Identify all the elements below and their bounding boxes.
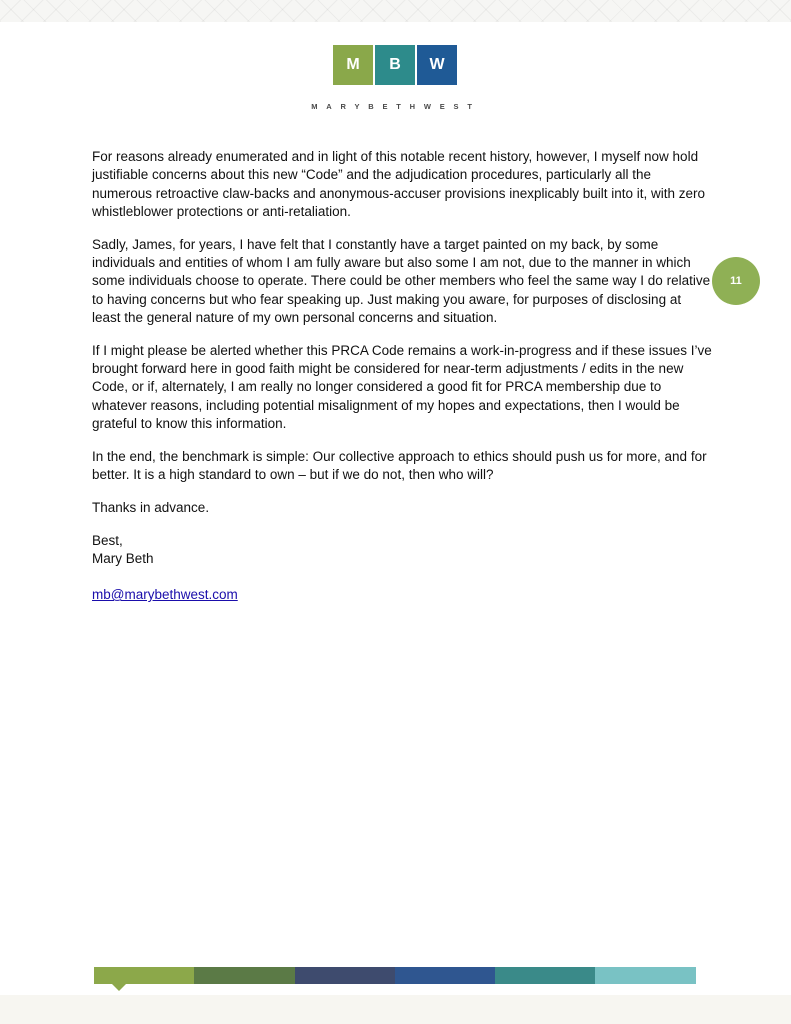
letter-body (92, 148, 712, 619)
footer-pointer (112, 984, 126, 991)
paragraph-request: If I might please be alerted whether this PRCA Code remains a work-in-progress and if these issues I’ve brought forward here in good faith might be considered for near-term adjustments / edits in the new Code, or if, alternately, I am really no longer considered a good fit for PRCA membership due to whatever reasons, including potential misalignment of my hopes and expectations, then I would be grateful to know this information. (92, 342, 712, 431)
footer-segment-2 (194, 967, 294, 984)
brand-wordmark: MARYBETHWEST (311, 102, 481, 111)
email-link[interactable]: mb@marybethwest.com (92, 587, 238, 603)
decorative-pattern-band (0, 0, 791, 22)
footer-segment-1 (94, 967, 194, 984)
thanks-line: Thanks in advance. (92, 499, 210, 515)
footer-segment-3 (295, 967, 395, 984)
paragraph-concerns: For reasons already enumerated and in light of this notable recent history, however, I myself now hold justifiable concerns about this new “Code” and the adjudication procedures, particularly all the numerous retroactive claw-backs and anonymous-accuser provisions inexplicably built into it, with zero whistleblower protections or anti-retaliation. (92, 149, 706, 219)
paragraph-benchmark: In the end, the benchmark is simple: Our collective approach to ethics should push us for more, and for better. It is a high standard to own – but if we do not, then who will? (92, 448, 707, 482)
logo-tile-w: W (417, 45, 457, 85)
logo-tile-b: B (375, 45, 415, 85)
paragraph-target: Sadly, James, for years, I have felt that I constantly have a target painted on my back, by some individuals and entities of whom I am fully aware but also some I am not, due to the manner in which some individuals choose to operate. There could be other members who feel the same way I do relative to having concerns but who fear speaking up. Just making you aware, for purposes of disclosing at least the general nature of my own personal concerns and situation. (92, 236, 711, 325)
page-number-badge: 11 (712, 257, 760, 305)
mbw-logo (333, 45, 459, 85)
bottom-band (0, 995, 791, 1024)
signoff (92, 532, 712, 569)
closing: Best, (92, 532, 123, 548)
email-line (92, 586, 712, 604)
footer-segment-5 (495, 967, 595, 984)
footer-segment-6 (595, 967, 695, 984)
footer-color-bar (94, 967, 696, 984)
footer-segment-4 (395, 967, 495, 984)
logo-tile-m: M (333, 45, 373, 85)
signature: Mary Beth (92, 550, 154, 566)
